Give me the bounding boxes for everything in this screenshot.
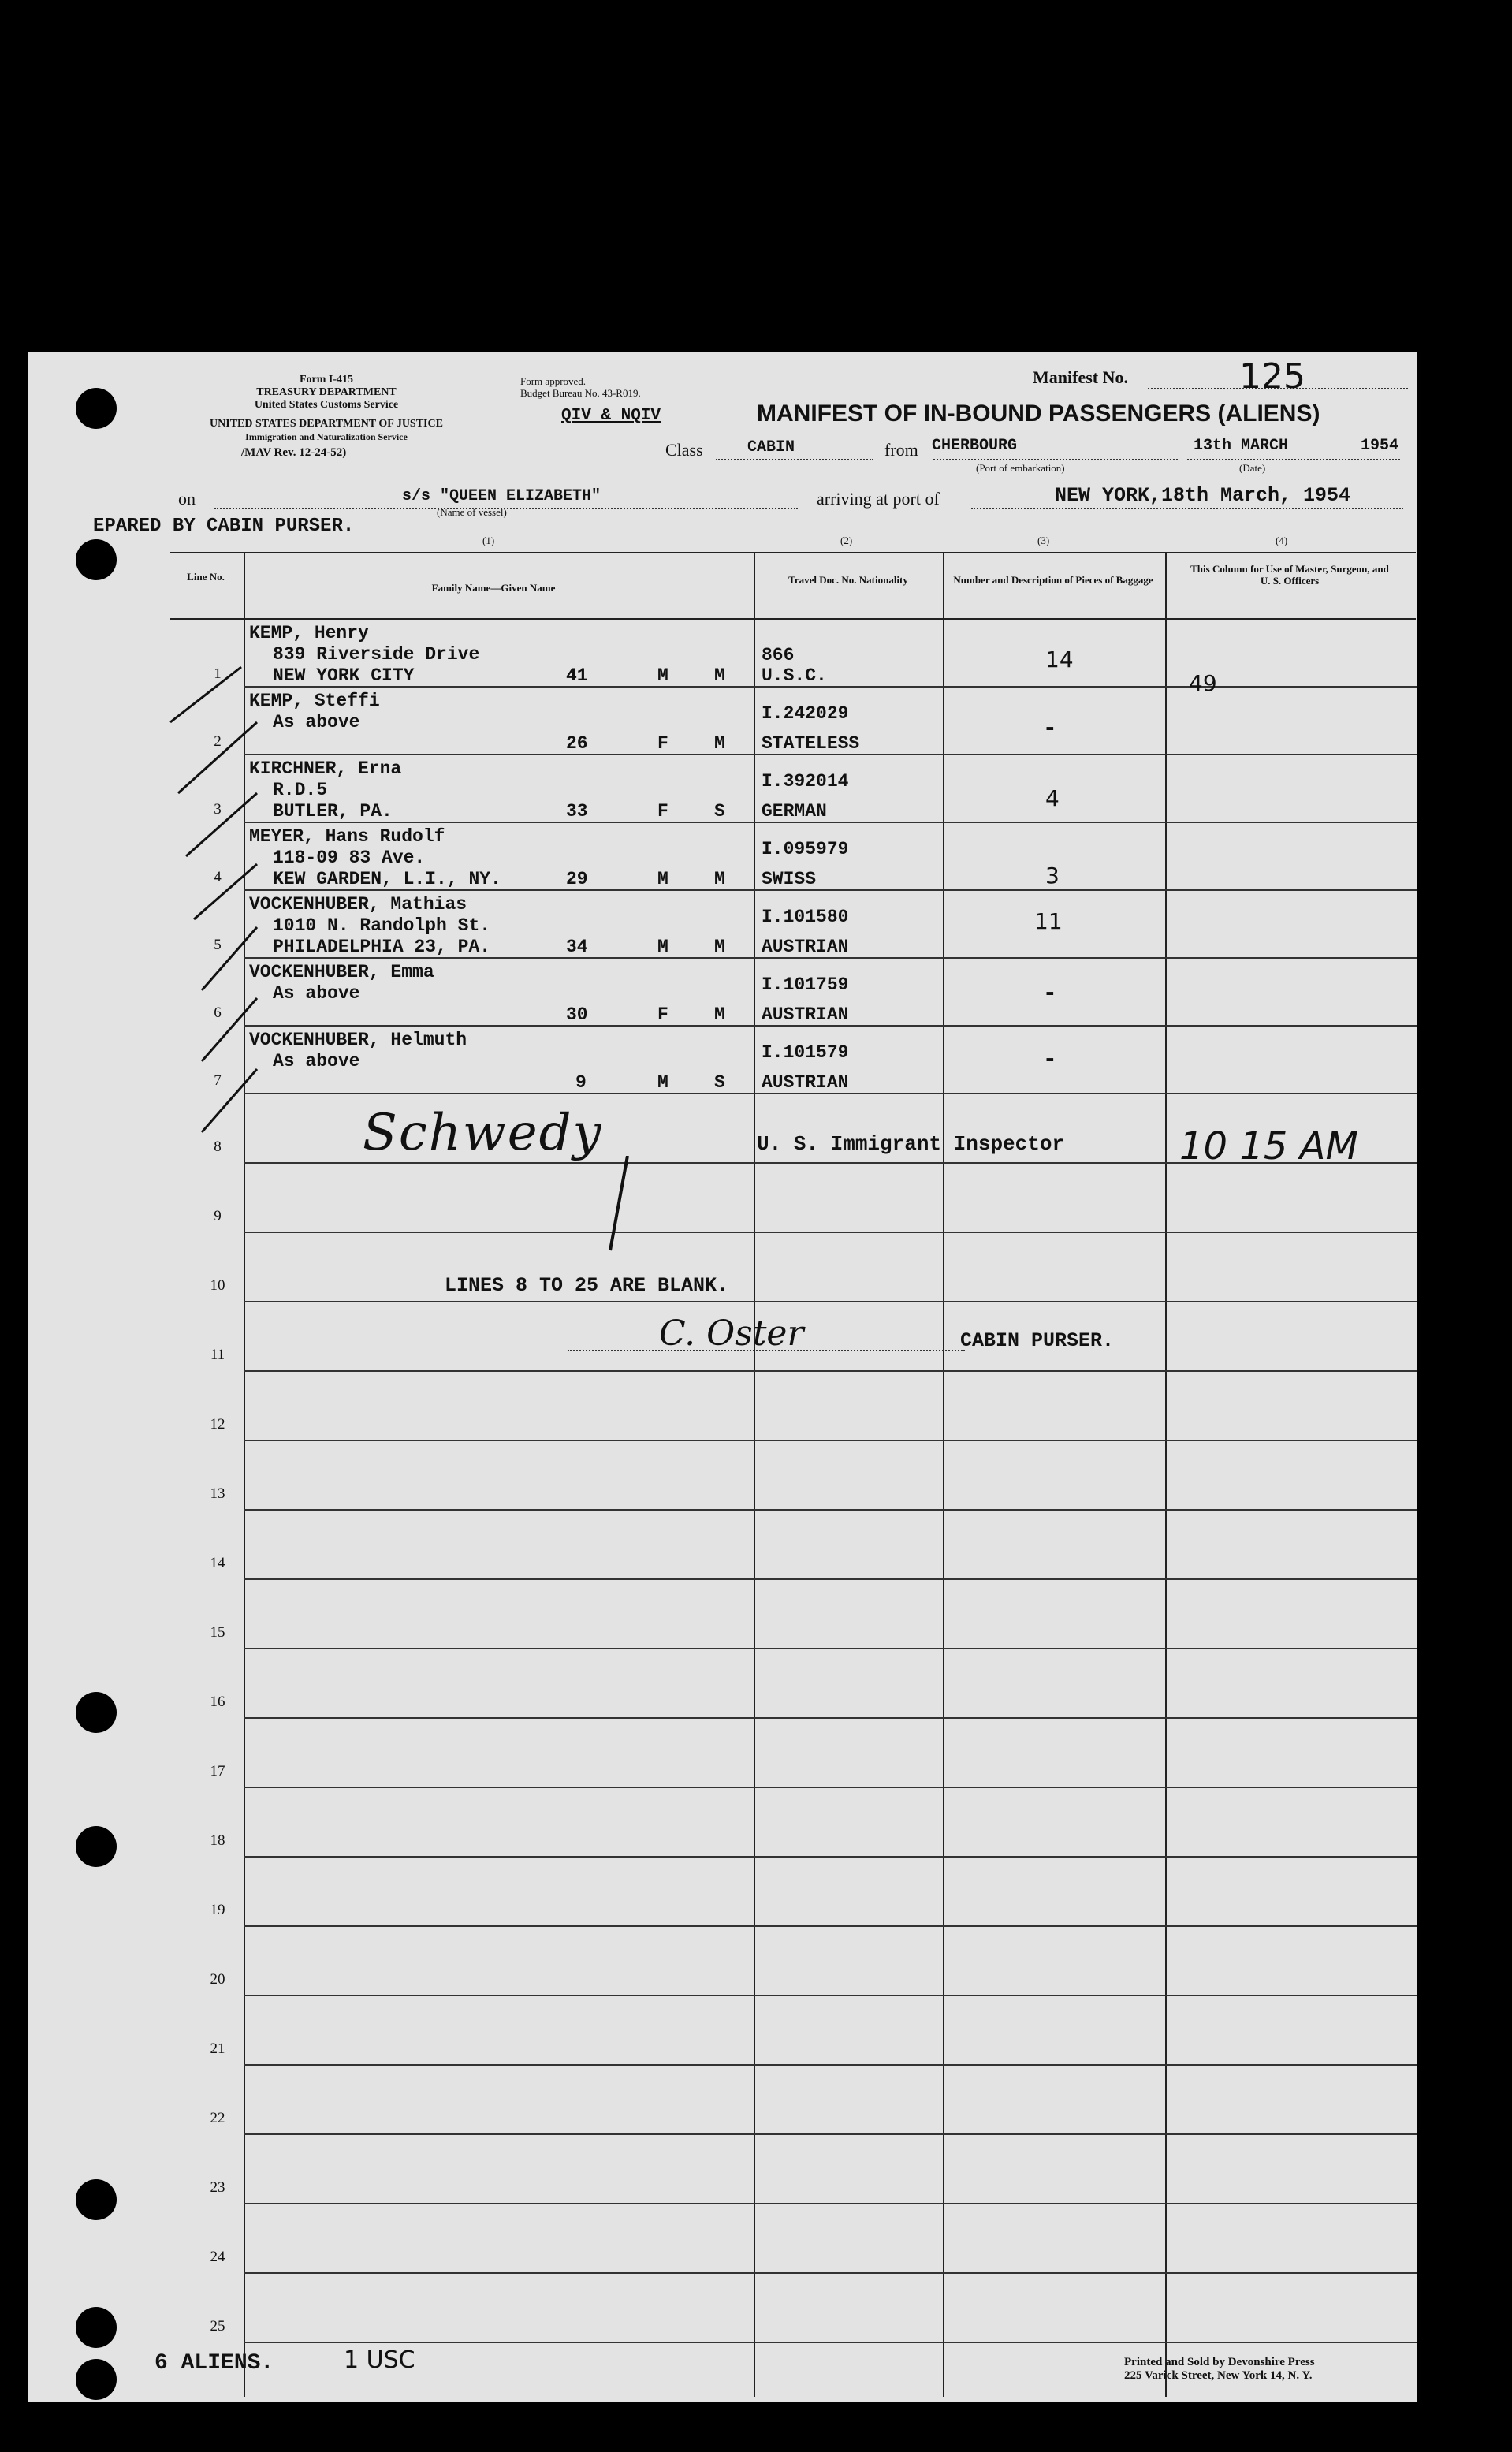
passenger-name: KIRCHNER, Erna xyxy=(249,758,402,779)
on-label: on xyxy=(178,489,196,509)
passenger-sex: F xyxy=(657,801,668,822)
line-number: 23 xyxy=(210,2179,225,2196)
baggage-count: - xyxy=(1045,714,1055,740)
passenger-marital-status: S xyxy=(714,1072,725,1093)
passenger-sex: F xyxy=(657,733,668,754)
col-num-1: (1) xyxy=(482,535,495,546)
line-number: 12 xyxy=(210,1416,225,1433)
passenger-marital-status: M xyxy=(714,869,725,889)
col-header-baggage: Number and Description of Pieces of Baggage xyxy=(953,574,1153,586)
revision-label: /MAV Rev. 12-24-52) xyxy=(241,446,347,459)
baggage-count: 11 xyxy=(1034,908,1063,934)
nationality: AUSTRIAN xyxy=(762,937,849,957)
inspector-signature: Schwedy xyxy=(363,1104,603,1162)
passenger-age: 33 xyxy=(566,801,588,822)
blank-row-line xyxy=(244,1232,1417,1233)
passenger-sex: F xyxy=(657,1004,668,1025)
blank-row-line xyxy=(244,1717,1417,1719)
inspector-label: U. S. Immigrant Inspector xyxy=(757,1132,1065,1156)
passenger-age: 30 xyxy=(566,1004,588,1025)
punch-hole xyxy=(76,388,117,429)
blank-row-line xyxy=(244,2342,1417,2343)
port-line xyxy=(933,459,1178,460)
travel-doc-number: I.101579 xyxy=(762,1042,849,1063)
passenger-address: 1010 N. Randolph St. xyxy=(273,915,491,936)
manifest-no-label: Manifest No. xyxy=(1033,367,1128,387)
passenger-name: MEYER, Hans Rudolf xyxy=(249,826,445,847)
officer-note: 49 xyxy=(1189,670,1217,696)
line-number: 2 xyxy=(214,733,222,750)
nationality: GERMAN xyxy=(762,801,827,822)
passenger-name: VOCKENHUBER, Helmuth xyxy=(249,1030,467,1050)
travel-doc-number: I.242029 xyxy=(762,703,849,724)
baggage-count: 14 xyxy=(1045,647,1074,673)
line-number: 1 xyxy=(214,665,222,682)
passenger-address: 839 Riverside Drive xyxy=(273,644,480,665)
blank-row-line xyxy=(244,1925,1417,1927)
alien-count-note: 1 USC xyxy=(344,2346,415,2374)
printer-block xyxy=(1124,2356,1315,2383)
blank-row-line xyxy=(244,1856,1417,1858)
inspector-time: 10 15 AM xyxy=(1179,1124,1358,1168)
form-header-treasury xyxy=(208,374,445,412)
port-caption: (Port of embarkation) xyxy=(976,462,1065,474)
port-value: CHERBOURG xyxy=(932,437,1018,455)
punch-hole xyxy=(76,2307,117,2348)
passenger-name-block xyxy=(249,1030,467,1072)
passenger-city: NEW YORK CITY xyxy=(273,665,415,686)
passenger-sex: M xyxy=(657,869,668,889)
line-number: 18 xyxy=(210,1832,225,1849)
baggage-count: 3 xyxy=(1045,863,1060,889)
passenger-sex: M xyxy=(657,665,668,686)
travel-doc-number: I.095979 xyxy=(762,839,849,859)
treasury-label: TREASURY DEPARTMENT xyxy=(256,386,397,398)
blank-row-line xyxy=(244,1648,1417,1649)
blank-lines-note: LINES 8 TO 25 ARE BLANK. xyxy=(445,1274,729,1297)
passenger-sex: M xyxy=(657,1072,668,1093)
blank-row-line xyxy=(244,2064,1417,2066)
passenger-city: KEW GARDEN, L.I., NY. xyxy=(273,869,501,889)
passenger-address: 118-09 83 Ave. xyxy=(273,848,426,868)
manifest-no-value: 125 xyxy=(1239,356,1305,397)
blank-row-line xyxy=(244,1995,1417,1996)
travel-doc-number: I.101759 xyxy=(762,974,849,995)
travel-doc-number: 866 xyxy=(762,645,795,665)
line-number: 25 xyxy=(210,2318,225,2335)
signature-stroke xyxy=(604,1156,635,1258)
arriving-label: arriving at port of xyxy=(817,489,940,509)
prepared-by-label: EPARED BY CABIN PURSER. xyxy=(93,516,355,537)
punch-hole xyxy=(76,2359,117,2400)
passenger-city: PHILADELPHIA 23, PA. xyxy=(273,937,491,957)
vessel-caption: (Name of vessel) xyxy=(437,506,507,518)
travel-doc-number: I.392014 xyxy=(762,771,849,792)
line-number: 21 xyxy=(210,2040,225,2057)
passenger-age: 29 xyxy=(566,869,588,889)
budget-label: Budget Bureau No. 43-R019. xyxy=(520,387,641,399)
approval-block xyxy=(520,375,641,399)
baggage-count: - xyxy=(1045,979,1055,1005)
justice-label: UNITED STATES DEPARTMENT OF JUSTICE xyxy=(210,418,443,430)
passenger-marital-status: M xyxy=(714,937,725,957)
passenger-name-block xyxy=(249,894,490,958)
blank-row-line xyxy=(244,2203,1417,2204)
passenger-address: As above xyxy=(273,1051,360,1071)
line-number: 17 xyxy=(210,1763,225,1779)
class-label: Class xyxy=(665,440,703,460)
line-number: 3 xyxy=(214,801,222,818)
line-number: 16 xyxy=(210,1694,225,1710)
passenger-name: VOCKENHUBER, Mathias xyxy=(249,894,467,915)
passenger-name-block xyxy=(249,826,501,890)
col-num-4: (4) xyxy=(1276,535,1288,546)
date-caption: (Date) xyxy=(1239,462,1266,474)
check-marks xyxy=(123,635,281,1187)
class-value: CABIN xyxy=(747,438,795,456)
line-number: 15 xyxy=(210,1624,225,1641)
line-number: 4 xyxy=(214,869,222,885)
baggage-count: 4 xyxy=(1045,785,1060,811)
travel-doc-number: I.101580 xyxy=(762,907,849,927)
blank-row-line xyxy=(244,1509,1417,1511)
passenger-name: VOCKENHUBER, Emma xyxy=(249,962,434,982)
col-num-2: (2) xyxy=(840,535,853,546)
arrival-value: NEW YORK,18th March, 1954 xyxy=(1055,484,1351,507)
date-year: 1954 xyxy=(1361,437,1399,455)
blank-row-line xyxy=(244,1440,1417,1441)
blank-row-line xyxy=(244,2133,1417,2135)
line-number: 5 xyxy=(214,937,222,953)
form-id: Form I-415 xyxy=(299,374,354,386)
purser-signature: C. Oster xyxy=(659,1314,804,1354)
line-number: 6 xyxy=(214,1004,222,1021)
nationality: SWISS xyxy=(762,869,817,889)
passenger-age: 26 xyxy=(566,733,588,754)
line-number: 7 xyxy=(214,1072,222,1089)
manifest-sheet xyxy=(28,352,1417,2402)
blank-row-line xyxy=(244,1301,1417,1302)
passenger-marital-status: M xyxy=(714,733,725,754)
line-number: 10 xyxy=(210,1277,225,1294)
nationality: AUSTRIAN xyxy=(762,1004,849,1025)
line-number: 9 xyxy=(214,1208,222,1224)
line-number: 13 xyxy=(210,1485,225,1502)
passenger-marital-status: M xyxy=(714,1004,725,1025)
passenger-name: KEMP, Steffi xyxy=(249,691,380,711)
alien-count: 6 ALIENS. xyxy=(155,2351,274,2376)
qiv-label: QIV & NQIV xyxy=(561,407,661,425)
col-header-name: Family Name—Given Name xyxy=(431,582,556,594)
passenger-age: 9 xyxy=(575,1072,587,1093)
printer-line-2: 225 Varick Street, New York 14, N. Y. xyxy=(1124,2369,1313,2382)
date-value: 13th MARCH xyxy=(1194,437,1289,455)
nationality: U.S.C. xyxy=(762,665,827,686)
baggage-count: - xyxy=(1045,1045,1055,1071)
blank-row-line xyxy=(244,1787,1417,1788)
passenger-marital-status: S xyxy=(714,801,725,822)
blank-row-line xyxy=(244,1578,1417,1580)
col-header-doc: Travel Doc. No. Nationality xyxy=(788,574,908,586)
passenger-address: As above xyxy=(273,712,360,732)
nationality: AUSTRIAN xyxy=(762,1072,849,1093)
passenger-name: KEMP, Henry xyxy=(249,623,369,643)
passenger-name-block xyxy=(249,623,479,687)
passenger-sex: M xyxy=(657,937,668,957)
printer-line-1: Printed and Sold by Devonshire Press xyxy=(1124,2356,1315,2368)
passenger-age: 41 xyxy=(566,665,588,686)
line-number: 22 xyxy=(210,2110,225,2126)
punch-hole xyxy=(76,1692,117,1733)
date-line xyxy=(1187,459,1400,460)
vessel-value: s/s "QUEEN ELIZABETH" xyxy=(402,487,601,505)
passenger-address: R.D.5 xyxy=(273,780,328,800)
purser-label: CABIN PURSER. xyxy=(960,1329,1115,1352)
passenger-marital-status: M xyxy=(714,665,725,686)
nationality: STATELESS xyxy=(762,733,860,754)
customs-label: United States Customs Service xyxy=(254,399,399,411)
from-label: from xyxy=(884,440,918,460)
passenger-address: As above xyxy=(273,983,360,1004)
ins-label: Immigration and Naturalization Service xyxy=(245,431,408,442)
line-number: 24 xyxy=(210,2249,225,2265)
col-header-officers: This Column for Use of Master, Surgeon, and U. S. Officers xyxy=(1190,563,1389,587)
punch-hole xyxy=(76,2179,117,2220)
class-line xyxy=(716,459,873,460)
line-number: 14 xyxy=(210,1555,225,1571)
line-number: 8 xyxy=(214,1138,222,1155)
col-header-line-no: Line No. xyxy=(187,571,225,583)
line-number: 19 xyxy=(210,1902,225,1918)
punch-hole xyxy=(76,1826,117,1867)
passenger-age: 34 xyxy=(566,937,588,957)
page-title: MANIFEST OF IN-BOUND PASSENGERS (ALIENS) xyxy=(757,401,1320,427)
line-number: 20 xyxy=(210,1971,225,1988)
passenger-city: BUTLER, PA. xyxy=(273,801,393,822)
approved-label: Form approved. xyxy=(520,375,587,387)
blank-row-line xyxy=(244,1370,1417,1372)
blank-row-line xyxy=(244,2272,1417,2274)
col-num-3: (3) xyxy=(1037,535,1050,546)
table-top-border xyxy=(170,552,1416,553)
arrival-line xyxy=(971,508,1403,509)
line-number: 11 xyxy=(210,1347,225,1363)
form-header-justice xyxy=(177,418,476,443)
punch-hole xyxy=(76,539,117,580)
